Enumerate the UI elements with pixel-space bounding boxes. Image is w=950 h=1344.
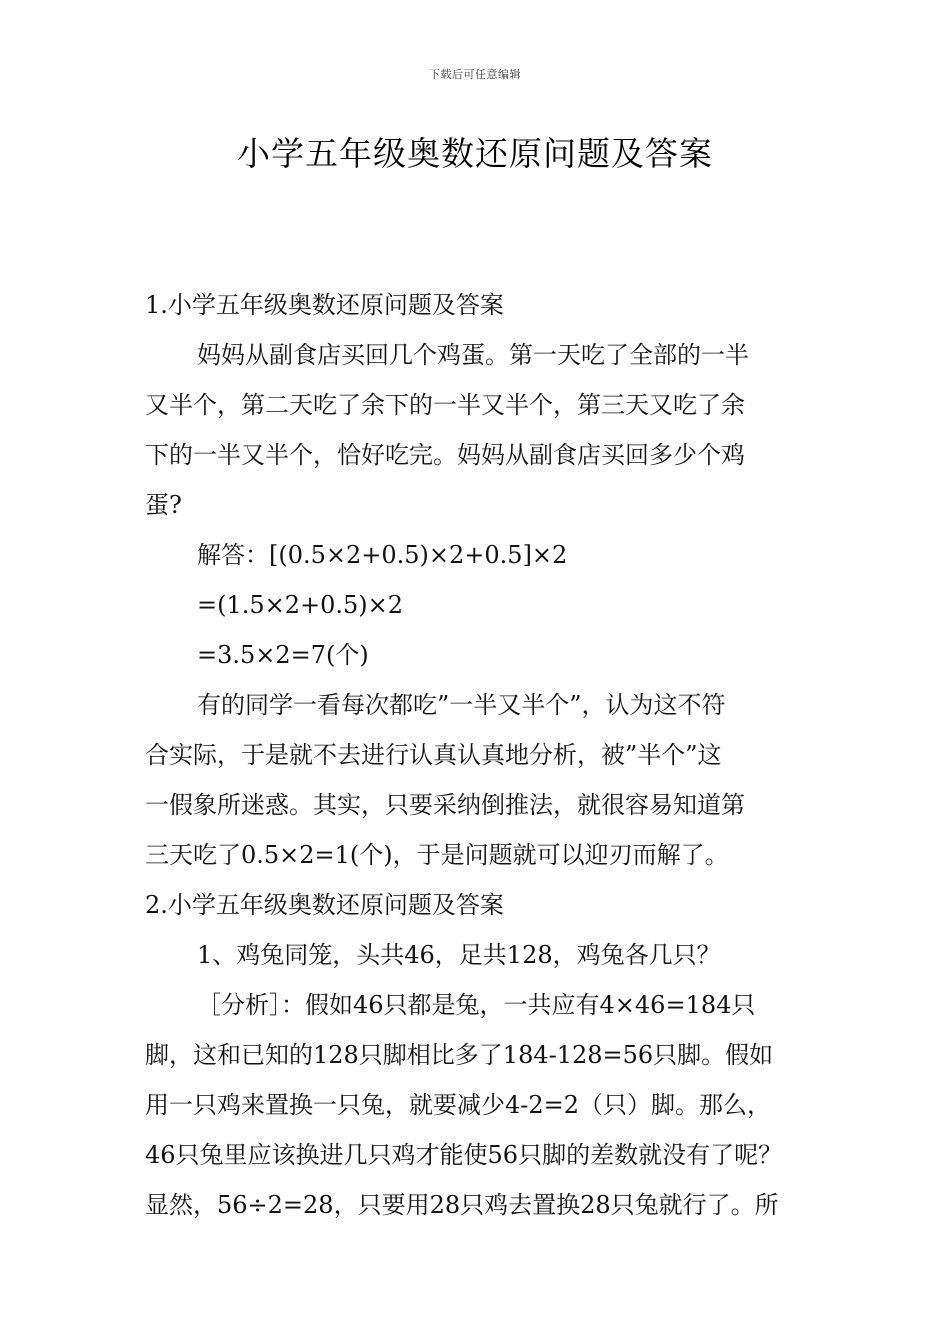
solution-line: 解答：[(0.5×2+0.5)×2+0.5]×2 xyxy=(197,541,568,569)
document-title: 小学五年级奥数还原问题及答案 xyxy=(237,134,713,173)
paragraph-line: 46只兔里应该换进几只鸡才能使56只脚的差数就没有了呢？ xyxy=(145,1141,783,1169)
solution-line: =3.5×2=7(个) xyxy=(197,641,369,669)
paragraph-line: 有的同学一看每次都吃”一半又半个”，认为这不符 xyxy=(197,691,726,719)
section-heading: 2.小学五年级奥数还原问题及答案 xyxy=(145,891,504,919)
paragraph-line: 一假象所迷惑。其实，只要采纳倒推法，就很容易知道第 xyxy=(145,791,745,819)
paragraph-line: 三天吃了0.5×2=1(个)，于是问题就可以迎刃而解了。 xyxy=(145,841,729,869)
paragraph-line: 蛋? xyxy=(145,491,182,519)
paragraph-line: 合实际，于是就不去进行认真认真地分析，被”半个”这 xyxy=(145,741,722,769)
paragraph-line: 又半个，第二天吃了余下的一半又半个，第三天又吃了余 xyxy=(145,391,745,419)
solution-line: =(1.5×2+0.5)×2 xyxy=(197,591,404,619)
paragraph-line: ［分析］：假如46只都是兔，一共应有4×46=184只 xyxy=(197,991,756,1019)
paragraph-line: 用一只鸡来置换一只兔，就要减少4-2=2（只）脚。那么， xyxy=(145,1091,772,1119)
paragraph-line: 妈妈从副食店买回几个鸡蛋。第一天吃了全部的一半 xyxy=(197,341,749,369)
paragraph-line: 显然，56÷2=28，只要用28只鸡去置换28只兔就行了。所 xyxy=(145,1191,779,1219)
header-note: 下载后可任意编辑 xyxy=(429,68,521,81)
question-line: 1、鸡兔同笼，头共46，足共128，鸡兔各几只？ xyxy=(197,941,721,969)
paragraph-line: 脚，这和已知的128只脚相比多了184-128=56只脚。假如 xyxy=(145,1041,774,1069)
document-body xyxy=(145,280,810,1230)
paragraph-line: 下的一半又半个，恰好吃完。妈妈从副食店买回多少个鸡 xyxy=(145,441,745,469)
section-heading: 1.小学五年级奥数还原问题及答案 xyxy=(145,291,504,319)
